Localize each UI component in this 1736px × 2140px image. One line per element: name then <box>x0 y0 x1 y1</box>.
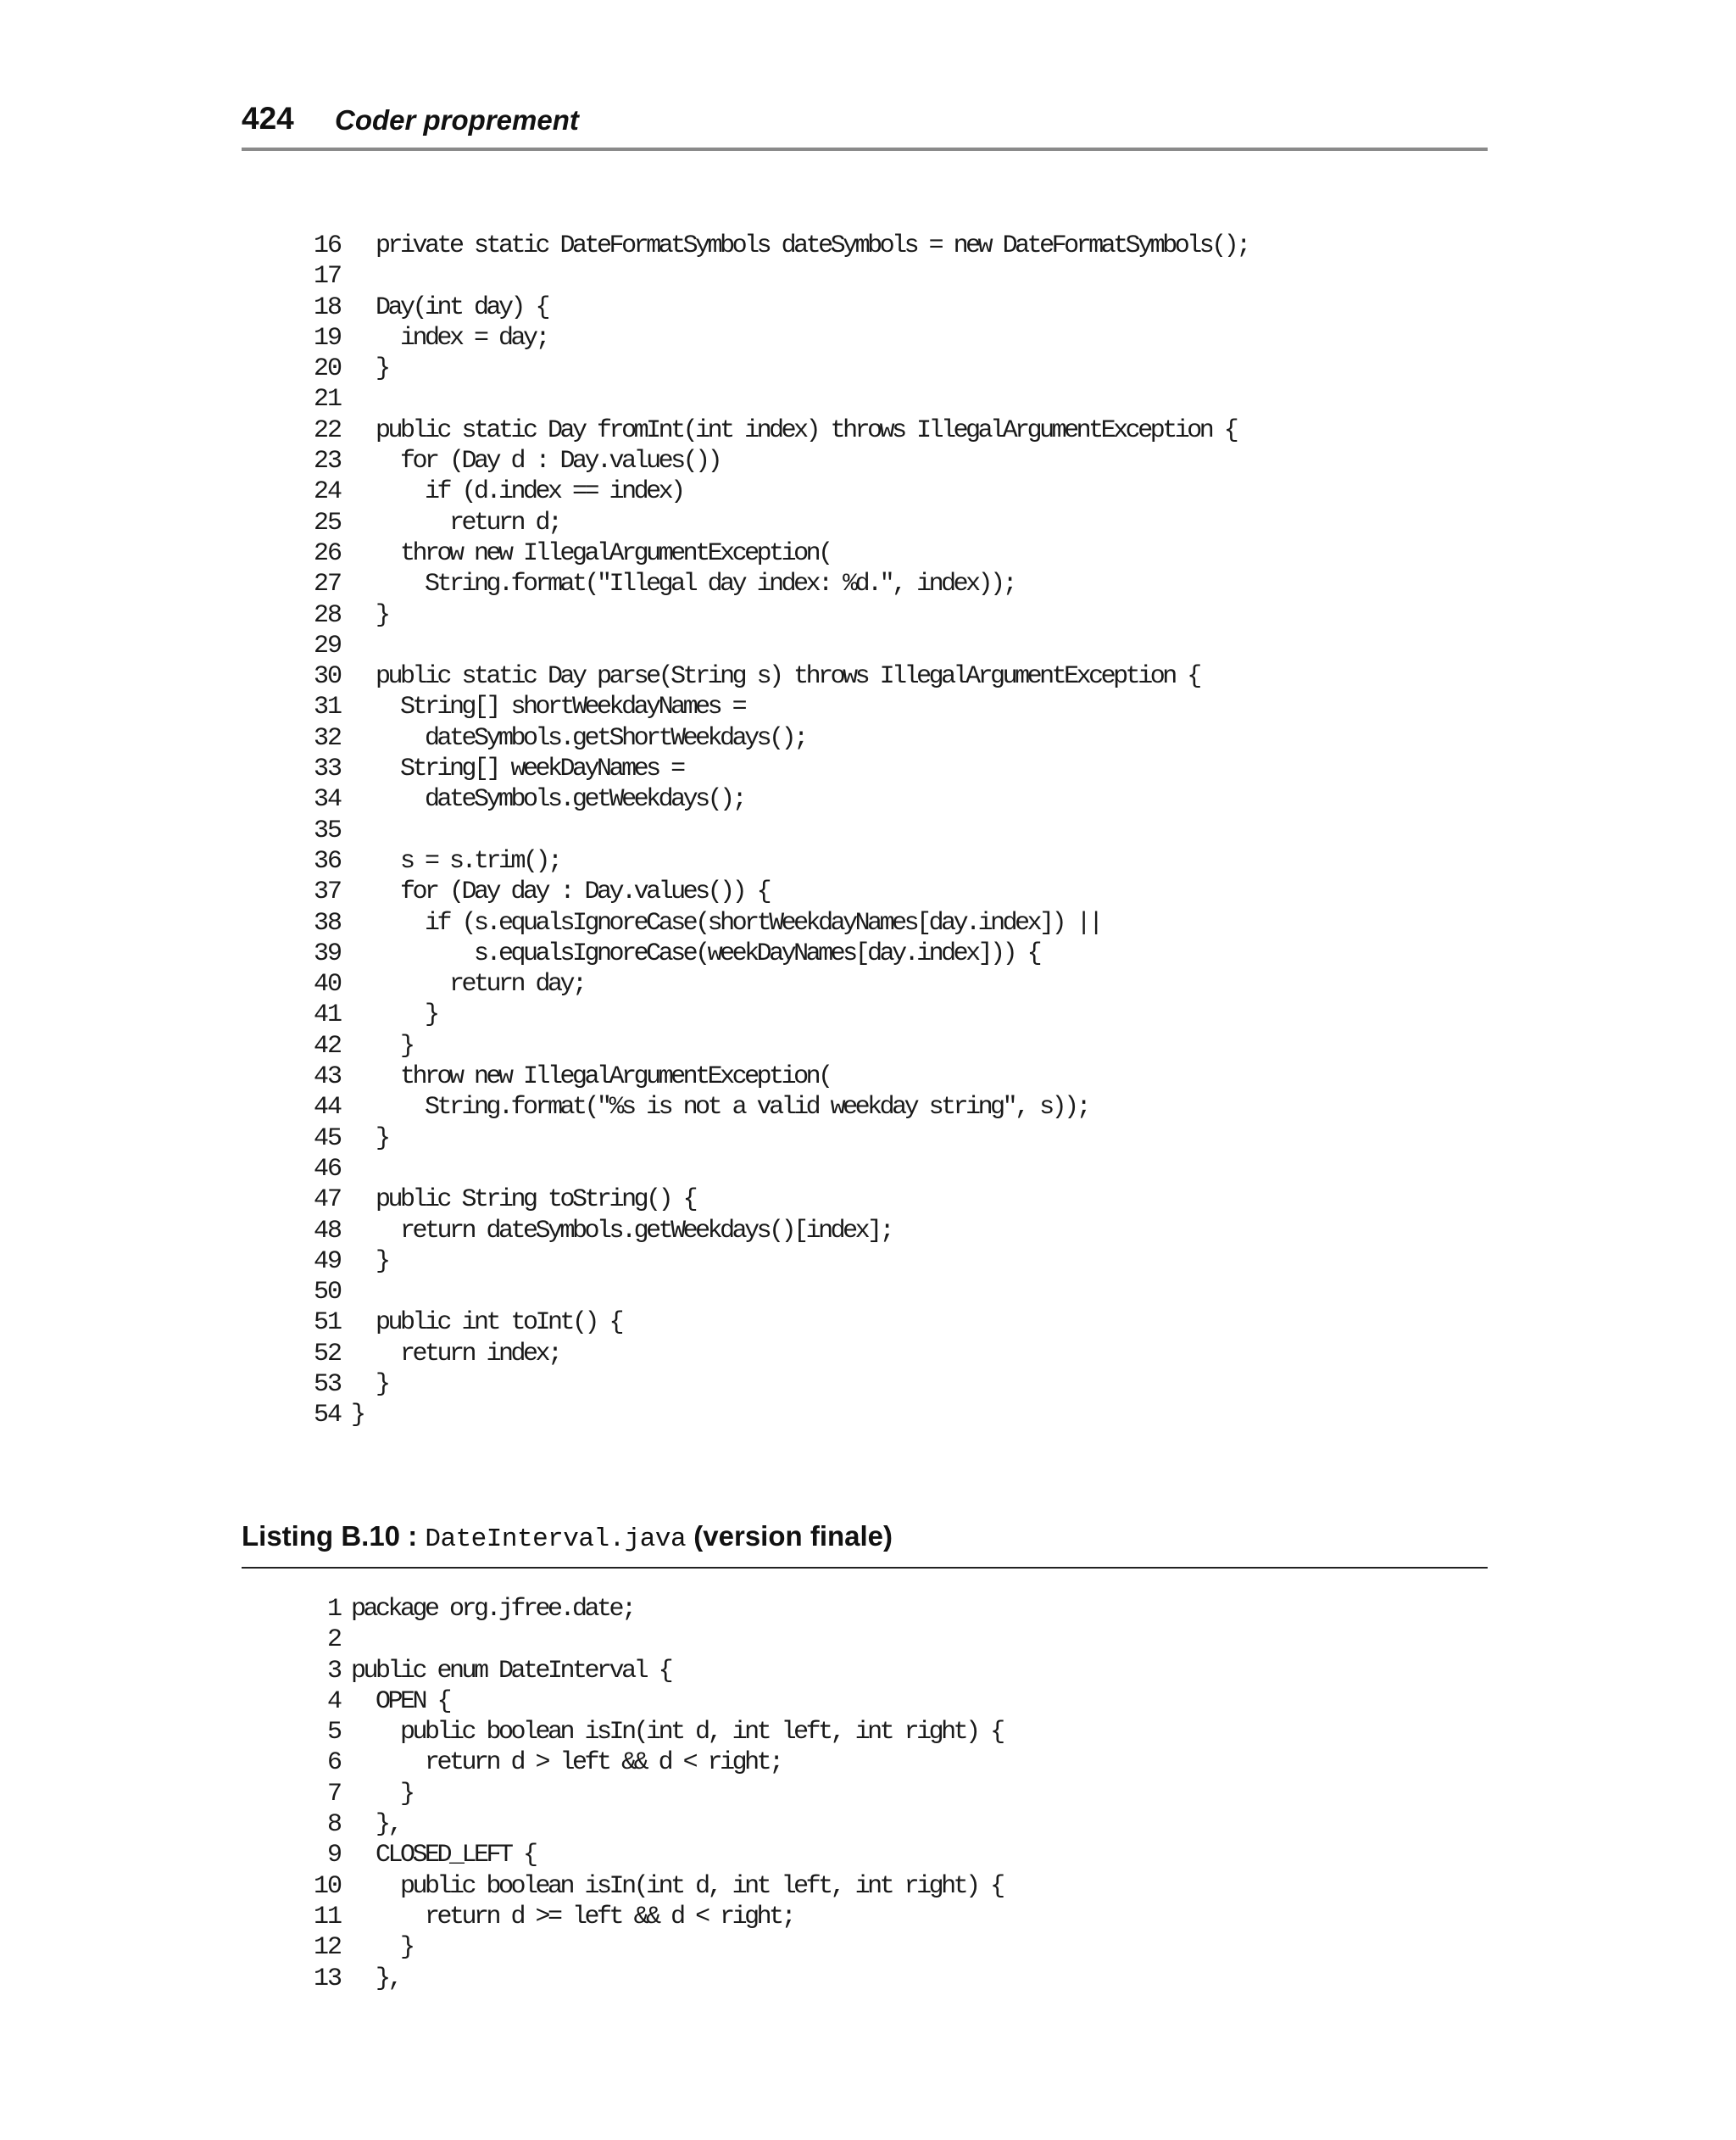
code-line <box>305 1594 1003 1625</box>
code-text: public static Day parse(String s) throws IllegalArgumentException { <box>351 662 1199 692</box>
code-text: String.format("%s is not a valid weekday string", s)); <box>351 1093 1089 1123</box>
line-number: 22 <box>313 415 341 445</box>
code-line <box>305 1369 1249 1400</box>
line-number: 35 <box>313 816 341 845</box>
code-line <box>305 1000 1249 1030</box>
code-text: return d; <box>351 508 560 538</box>
code-text: String[] shortWeekdayNames = <box>351 693 745 722</box>
code-line <box>305 1216 1249 1246</box>
code-text: OPEN { <box>351 1686 450 1716</box>
line-number: 30 <box>313 662 341 692</box>
code-text: throw new IllegalArgumentException( <box>351 538 831 568</box>
code-line <box>305 877 1249 907</box>
code-text: public enum DateInterval { <box>351 1656 671 1686</box>
line-number: 39 <box>313 939 341 968</box>
code-line <box>305 723 1249 754</box>
code-text: for (Day day : Day.values()) { <box>351 878 770 907</box>
code-listing-dateinterval <box>305 1594 1003 1994</box>
code-text: public boolean isIn(int d, int left, int right) { <box>351 1718 1003 1747</box>
line-number: 53 <box>313 1369 341 1399</box>
code-line <box>305 661 1249 692</box>
code-text: if (d.index == index) <box>351 477 683 507</box>
code-line <box>305 600 1249 631</box>
code-text: if (s.equalsIgnoreCase(shortWeekdayNames[day.index]) || <box>351 908 1101 938</box>
code-line <box>305 231 1249 261</box>
code-line <box>305 908 1249 939</box>
line-number: 36 <box>313 846 341 876</box>
line-number: 32 <box>313 723 341 753</box>
code-line <box>305 384 1249 415</box>
code-line <box>305 969 1249 1000</box>
line-number: 40 <box>313 970 341 1000</box>
line-number: 21 <box>313 385 341 415</box>
code-line <box>305 1307 1249 1338</box>
line-number: 54 <box>313 1401 341 1430</box>
code-text: }, <box>351 1810 401 1840</box>
code-text: public static Day fromInt(int index) throws IllegalArgumentException { <box>351 415 1237 445</box>
line-number: 7 <box>326 1779 341 1808</box>
code-text: for (Day d : Day.values()) <box>351 447 721 476</box>
code-text: String.format("Illegal day index: %d.", index)); <box>351 570 1015 599</box>
code-text: private static DateFormatSymbols dateSymbols = new DateFormatSymbols(); <box>351 231 1249 260</box>
code-text: }, <box>351 1964 401 1993</box>
code-text: Day(int day) { <box>351 293 548 322</box>
line-number: 51 <box>313 1308 341 1338</box>
listing-filename: DateInterval.java <box>425 1524 687 1554</box>
code-listing-day-continued <box>305 231 1249 1431</box>
code-line <box>305 538 1249 569</box>
code-line <box>305 1031 1249 1062</box>
code-text: } <box>351 1369 388 1399</box>
code-text: index = day; <box>351 323 548 353</box>
code-line <box>305 508 1249 538</box>
code-text: public String toString() { <box>351 1185 696 1215</box>
code-line <box>305 569 1249 599</box>
code-line <box>305 816 1249 846</box>
line-number: 9 <box>326 1841 341 1870</box>
listing-caption <box>242 1516 1488 1569</box>
code-text: } <box>351 600 388 630</box>
line-number: 12 <box>313 1933 341 1963</box>
code-line <box>305 939 1249 969</box>
code-text: throw new IllegalArgumentException( <box>351 1062 831 1092</box>
code-text: } <box>351 1123 388 1153</box>
code-line <box>305 476 1249 507</box>
code-line <box>305 1246 1249 1277</box>
code-line <box>305 1840 1003 1870</box>
line-number: 52 <box>313 1339 341 1368</box>
line-number: 41 <box>313 1000 341 1030</box>
code-text: s = s.trim(); <box>351 846 560 876</box>
code-line <box>305 1747 1003 1778</box>
line-number: 31 <box>313 693 341 722</box>
code-line <box>305 846 1249 877</box>
line-number: 47 <box>313 1185 341 1215</box>
line-number: 33 <box>313 755 341 784</box>
code-text: } <box>351 1031 413 1061</box>
code-line <box>305 323 1249 354</box>
code-text: } <box>351 1246 388 1276</box>
code-line <box>305 415 1249 446</box>
code-line <box>305 1625 1003 1655</box>
code-line <box>305 1062 1249 1092</box>
line-number: 5 <box>326 1718 341 1747</box>
code-line <box>305 1871 1003 1902</box>
chapter-title: Coder proprement <box>335 104 579 136</box>
code-text: CLOSED_LEFT { <box>351 1841 536 1870</box>
line-number: 43 <box>313 1062 341 1092</box>
code-text: } <box>351 354 388 384</box>
code-text: } <box>351 1401 364 1430</box>
code-text: public int toInt() { <box>351 1308 622 1338</box>
code-text: } <box>351 1779 413 1808</box>
line-number: 44 <box>313 1093 341 1123</box>
line-number: 27 <box>313 570 341 599</box>
line-number: 20 <box>313 354 341 384</box>
code-text: return d > left && d < right; <box>351 1748 782 1778</box>
code-text: } <box>351 1000 437 1030</box>
line-number: 25 <box>313 508 341 538</box>
code-line <box>305 1400 1249 1430</box>
listing-suffix: (version finale) <box>686 1520 893 1552</box>
code-line <box>305 1686 1003 1717</box>
line-number: 42 <box>313 1031 341 1061</box>
code-text: } <box>351 1933 413 1963</box>
code-line <box>305 293 1249 323</box>
code-text: dateSymbols.getShortWeekdays(); <box>351 723 806 753</box>
line-number: 19 <box>313 323 341 353</box>
code-line <box>305 354 1249 384</box>
code-text: s.equalsIgnoreCase(weekDayNames[day.index])) { <box>351 939 1040 968</box>
code-line <box>305 1809 1003 1840</box>
page-number: 424 <box>242 101 294 136</box>
code-line <box>305 754 1249 784</box>
code-text: return d >= left && d < right; <box>351 1902 794 1931</box>
line-number: 24 <box>313 477 341 507</box>
line-number: 6 <box>326 1748 341 1778</box>
code-line <box>305 1717 1003 1747</box>
code-line <box>305 784 1249 815</box>
line-number: 13 <box>313 1964 341 1993</box>
line-number: 46 <box>313 1154 341 1184</box>
line-number: 10 <box>313 1871 341 1901</box>
code-line <box>305 1779 1003 1809</box>
code-line <box>305 1184 1249 1215</box>
code-line <box>305 692 1249 722</box>
code-text: dateSymbols.getWeekdays(); <box>351 785 745 815</box>
line-number: 38 <box>313 908 341 938</box>
code-line <box>305 1092 1249 1123</box>
line-number: 11 <box>313 1902 341 1931</box>
code-line <box>305 631 1249 661</box>
code-line <box>305 1123 1249 1154</box>
code-line <box>305 1902 1003 1932</box>
line-number: 16 <box>313 231 341 260</box>
code-line <box>305 1964 1003 1994</box>
line-number: 17 <box>313 262 341 292</box>
listing-label: Listing B.10 : <box>242 1520 426 1552</box>
line-number: 28 <box>313 600 341 630</box>
code-text: public boolean isIn(int d, int left, int right) { <box>351 1871 1003 1901</box>
line-number: 29 <box>313 631 341 660</box>
code-text: return index; <box>351 1339 560 1368</box>
code-line <box>305 1154 1249 1184</box>
line-number: 37 <box>313 878 341 907</box>
line-number: 1 <box>326 1595 341 1624</box>
line-number: 18 <box>313 293 341 322</box>
line-number: 8 <box>326 1810 341 1840</box>
code-text: package org.jfree.date; <box>351 1595 634 1624</box>
line-number: 26 <box>313 538 341 568</box>
line-number: 49 <box>313 1246 341 1276</box>
code-line <box>305 1932 1003 1963</box>
line-number: 45 <box>313 1123 341 1153</box>
line-number: 50 <box>313 1278 341 1307</box>
line-number: 2 <box>326 1625 341 1655</box>
code-text: String[] weekDayNames = <box>351 755 683 784</box>
line-number: 3 <box>326 1656 341 1686</box>
running-header <box>242 98 1488 151</box>
line-number: 34 <box>313 785 341 815</box>
line-number: 48 <box>313 1216 341 1246</box>
code-line <box>305 1339 1249 1369</box>
code-text: return day; <box>351 970 585 1000</box>
code-line <box>305 446 1249 476</box>
line-number: 23 <box>313 447 341 476</box>
code-line <box>305 1277 1249 1307</box>
code-text: return dateSymbols.getWeekdays()[index]; <box>351 1216 893 1246</box>
code-line <box>305 1656 1003 1686</box>
line-number: 4 <box>326 1686 341 1716</box>
code-line <box>305 261 1249 292</box>
